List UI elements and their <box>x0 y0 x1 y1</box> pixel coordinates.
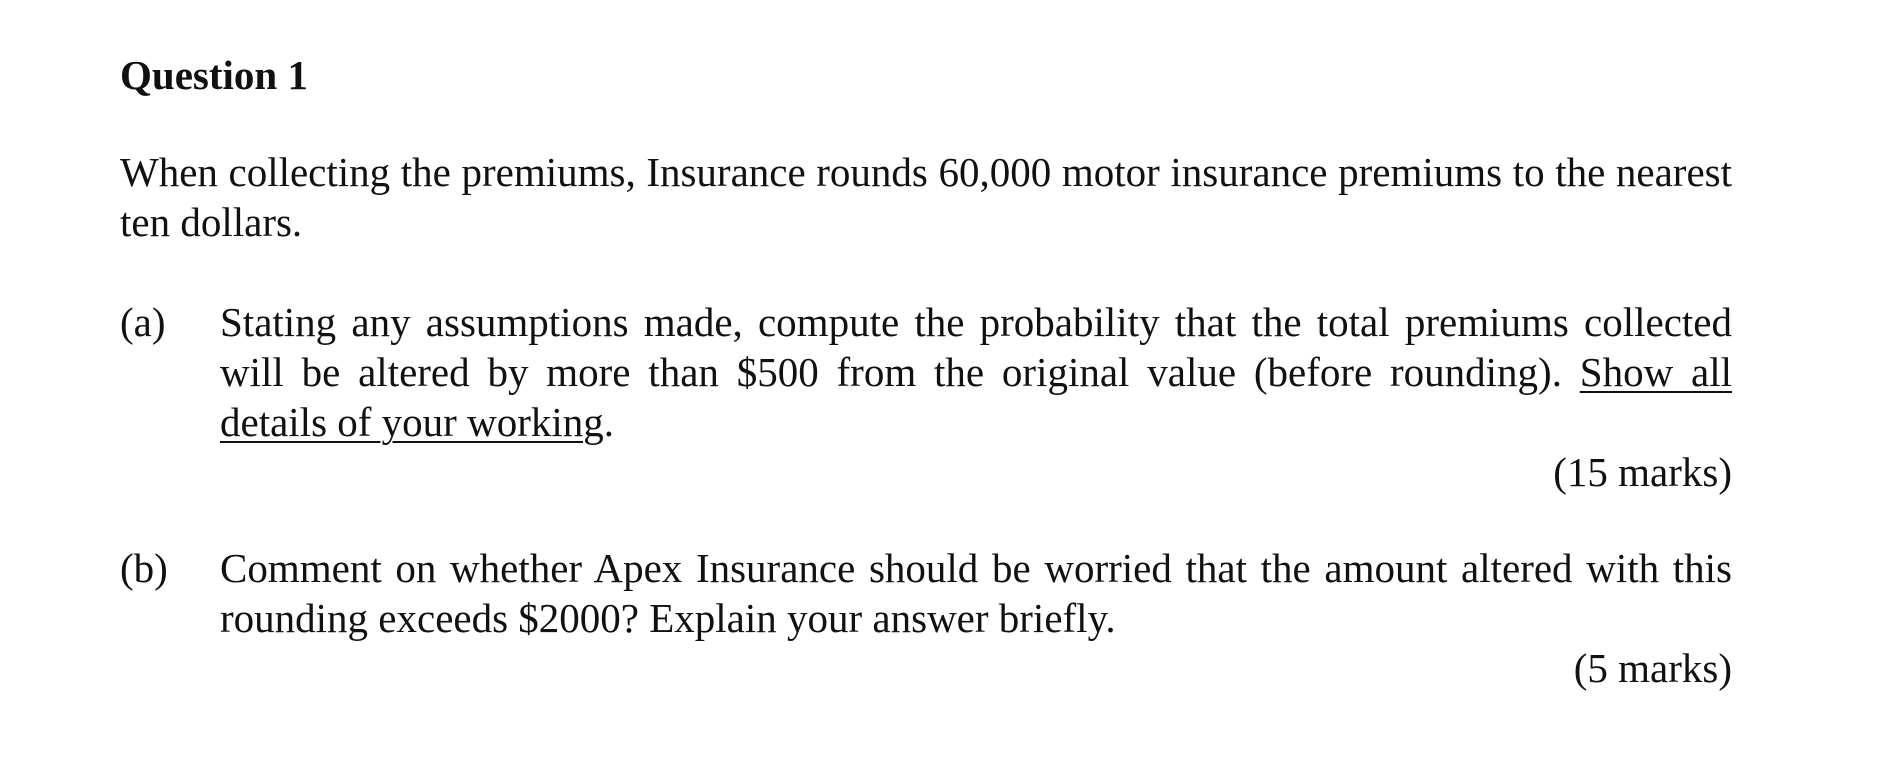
question-intro: When collecting the premiums, Insurance rounds 60,000 motor insurance premiums to the nearest ten dollars. <box>120 149 1732 245</box>
part-a-text-end: . <box>603 399 614 445</box>
part-a-text <box>220 297 1732 447</box>
part-a-text-main: Stating any assumptions made, compute the probability that the total premiums collected will be altered by more than $500 from the original value (before rounding). <box>220 299 1732 395</box>
part-b-label: (b) <box>120 545 168 591</box>
question-heading: Question 1 <box>120 52 308 98</box>
part-a-emphasis: Show all details of your working <box>220 349 1732 445</box>
part-b-text: Comment on whether Apex Insurance should be worried that the amount altered with this rounding exceeds $2000? Explain your answer briefly. <box>220 545 1732 641</box>
part-a-marks: (15 marks) <box>1553 449 1732 495</box>
part-b-marks: (5 marks) <box>1573 645 1732 691</box>
part-a-label: (a) <box>120 299 166 345</box>
